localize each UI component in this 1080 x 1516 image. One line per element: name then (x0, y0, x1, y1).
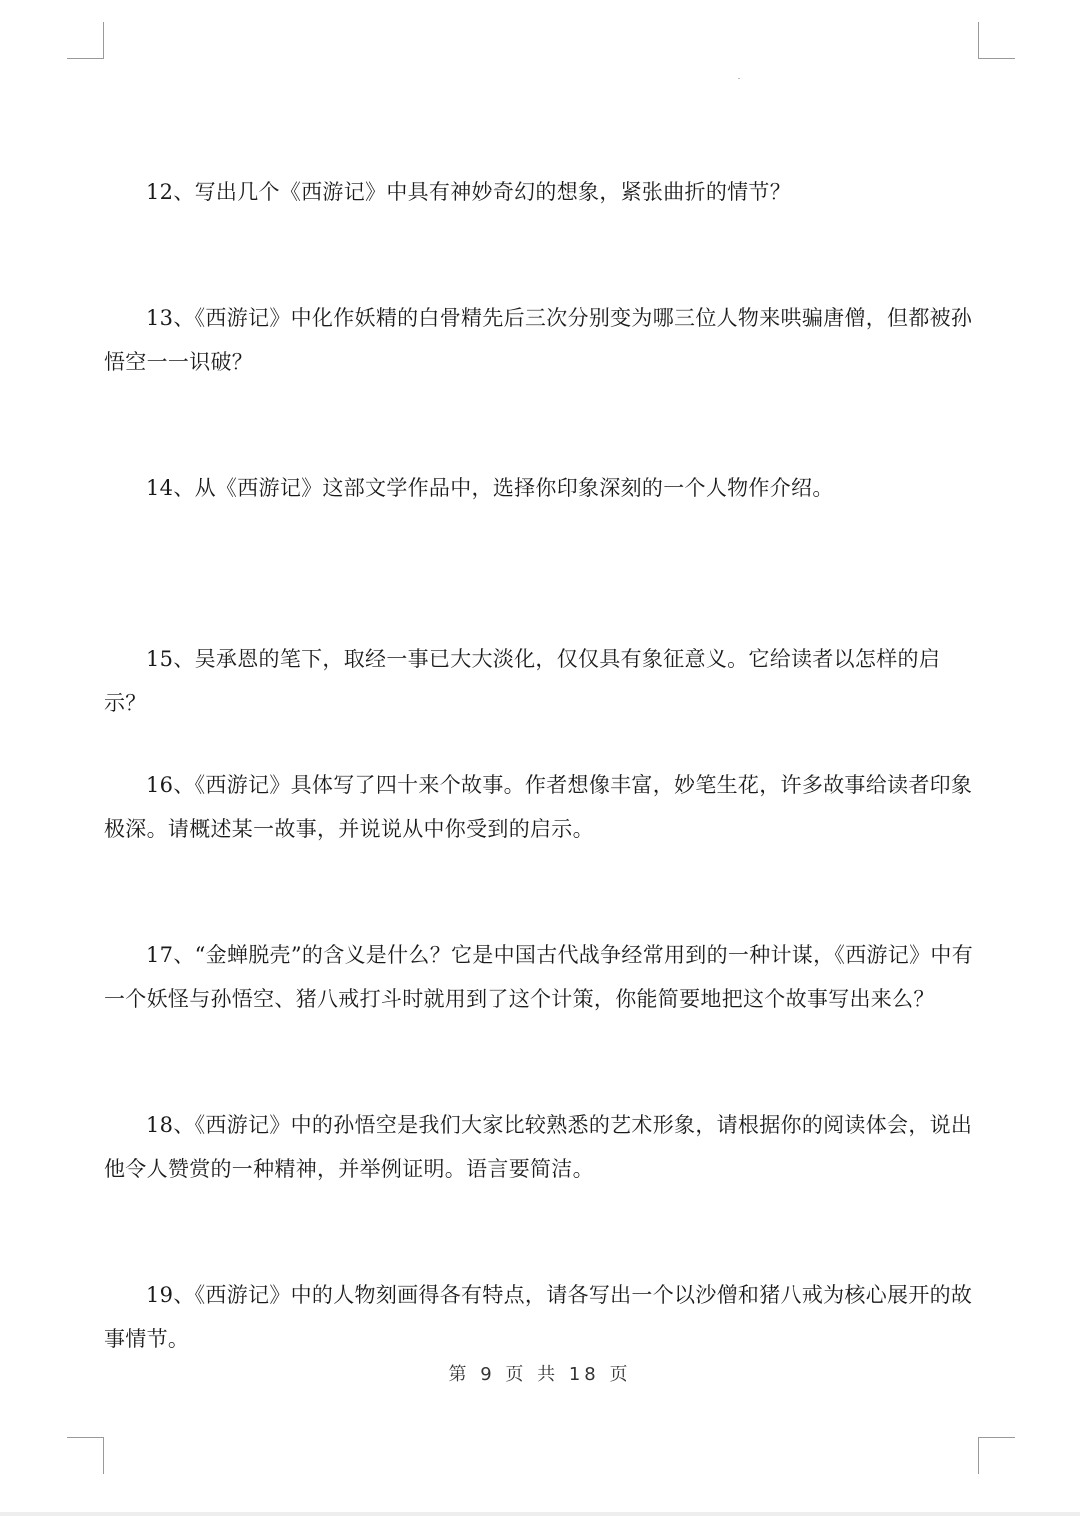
page-bottom-edge (0, 1512, 1080, 1516)
crop-mark-bottom-left (67, 1437, 104, 1474)
question-15: 15、吴承恩的笔下，取经一事已大大淡化，仅仅具有象征意义。它给读者以怎样的启示？ (104, 647, 941, 715)
question-12: 12、写出几个《西游记》中具有神妙奇幻的想象，紧张曲折的情节？ (146, 180, 792, 204)
question-18: 18、《西游记》中的孙悟空是我们大家比较熟悉的艺术形象，请根据你的阅读体会，说出他令人赞赏的一种精神，并举例证明。语言要简洁。 (104, 1113, 973, 1181)
page-number-footer: 第 9 页 共 18 页 (448, 1364, 632, 1385)
question-13: 13、《西游记》中化作妖精的白骨精先后三次分别变为哪三位人物来哄骗唐僧，但都被孙悟空一一识破？ (104, 306, 973, 374)
question-16: 16、《西游记》具体写了四十来个故事。作者想像丰富，妙笔生花，许多故事给读者印象极深。请概述某一故事，并说说从中你受到的启示。 (104, 773, 973, 841)
crop-mark-bottom-right (978, 1437, 1015, 1474)
crop-mark-top-left (67, 22, 104, 59)
question-19: 19、《西游记》中的人物刻画得各有特点，请各写出一个以沙僧和猪八戒为核心展开的故事情节。 (104, 1283, 973, 1351)
scan-speck (738, 78, 740, 79)
question-14: 14、从《西游记》这部文学作品中，选择你印象深刻的一个人物作介绍。 (146, 476, 834, 500)
crop-mark-top-right (978, 22, 1015, 59)
question-17: 17、“金蝉脱壳”的含义是什么？它是中国古代战争经常用到的一种计谋，《西游记》中有一个妖怪与孙悟空、猪八戒打斗时就用到了这个计策，你能简要地把这个故事写出来么？ (104, 943, 973, 1011)
